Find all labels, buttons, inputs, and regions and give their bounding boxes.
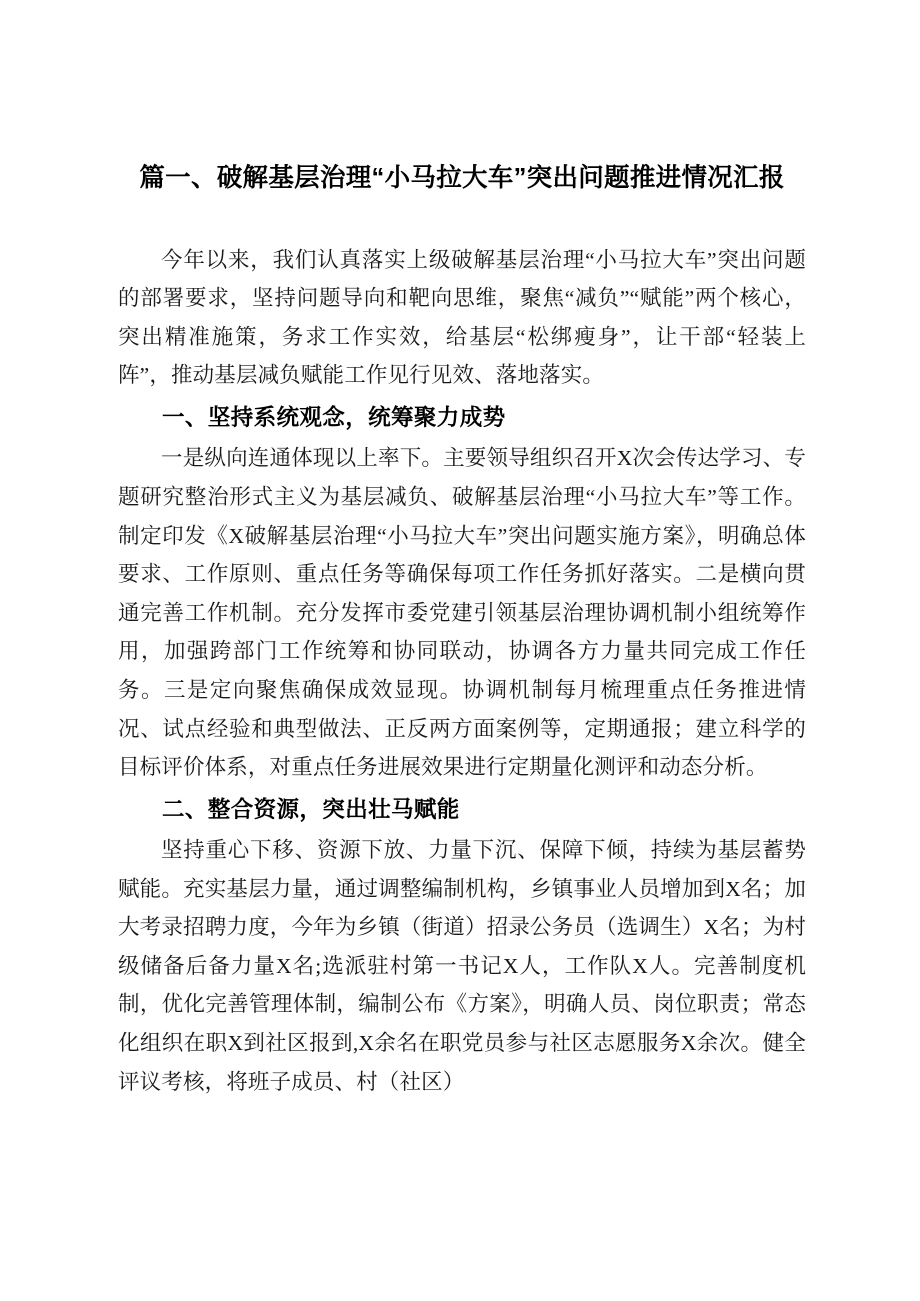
section-heading-two: 二、整合资源，突出壮马赋能 xyxy=(162,796,460,822)
page-content-column xyxy=(118,0,806,1101)
section-two-paragraph: 坚持重心下移、资源下放、力量下沉、保障下倾，持续为基层蓄势赋能。充实基层力量，通过调整编制机构，乡镇事业人员增加到X名；加大考录招聘力度，今年为乡镇（街道）招录公务员（选调生）X名；为村级储备后备力量X名;选派驻村第一书记X人，工作队X人。完善制度机制，优化完善管理体制，编制公布《方案》，明确人员、岗位职责；常态化组织在职X到社区报到,X余名在职党员参与社区志愿服务X余次。健全评议考核，将班子成员、村（社区） xyxy=(118,838,806,1094)
spacer-section-one-section-two xyxy=(118,787,806,795)
spacer-title-paragraph xyxy=(118,194,806,241)
spacer-intro-section-one xyxy=(118,395,806,403)
section-heading-one: 一、坚持系统观念，统筹聚力成势 xyxy=(162,404,506,430)
intro-paragraph: 今年以来，我们认真落实上级破解基层治理“小马拉大车”突出问题的部署要求，坚持问题导向和靶向思维，聚焦“减负”“赋能”两个核心，突出精准施策，务求工作实效，给基层“松绑瘦身”，让干部“轻装上阵”，推动基层减负赋能工作见行见效、落地落实。 xyxy=(118,247,806,388)
page-title: 篇一、破解基层治理“小马拉大车”突出问题推进情况汇报 xyxy=(139,164,785,192)
section-one-paragraph: 一是纵向连通体现以上率下。主要领导组织召开X次会传达学习、专题研究整治形式主义为基层减负、破解基层治理“小马拉大车”等工作。制定印发《X破解基层治理“小马拉大车”突出问题实施方案》，明确总体要求、工作原则、重点任务等确保每项工作任务抓好落实。二是横向贯通完善工作机制。充分发挥市委党建引领基层治理协调机制小组统筹作用，加强跨部门工作统筹和协同联动，协调各方力量共同完成工作任务。三是定向聚焦确保成效显现。协调机制每月梳理重点任务推进情况、试点经验和典型做法、正反两方面案例等，定期通报；建立科学的目标评价体系，对重点任务进展效果进行定期量化测评和动态分析。 xyxy=(118,446,806,780)
